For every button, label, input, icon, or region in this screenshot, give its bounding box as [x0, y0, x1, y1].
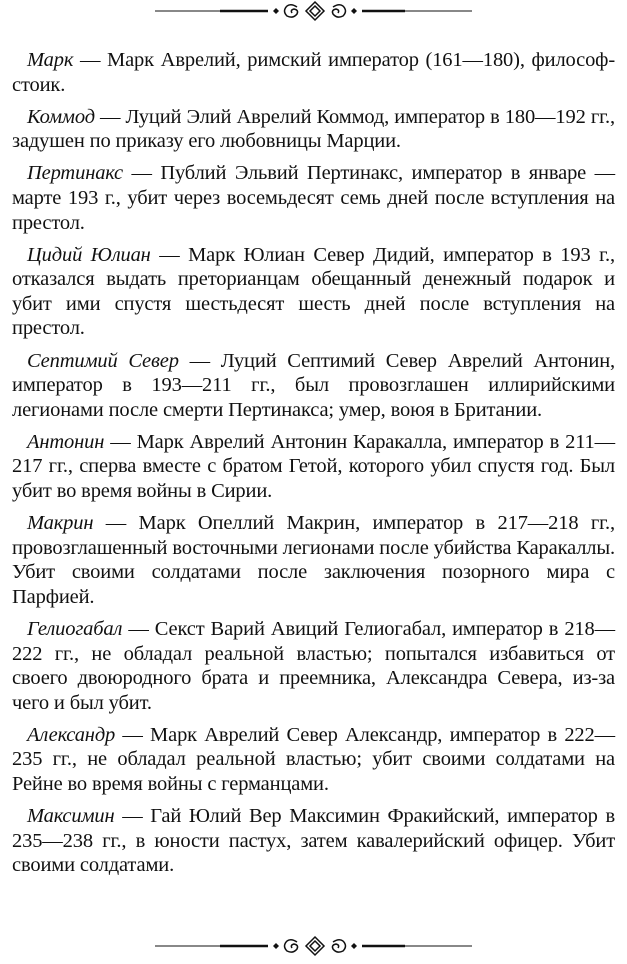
emperor-description: — Марк Аврелий Антонин Каракалла, император в 211—217 гг., сперва вместе с братом Гетой, которого убил спустя год. Был убит во время войны в Сирии. [12, 430, 615, 502]
emperor-description: — Марк Юлиан Север Дидий, император в 193 г., отказался выдать преторианцам обещанный денежный подарок и убит ими спустя шестьдесят шесть дней после вступления на престол. [12, 243, 615, 340]
emperor-description: — Марк Опеллий Макрин, император в 217—218 гг., провозглашенный восточными легионами после убийства Каракаллы. Убит своими солдатами после заключения позорного мира с Парфией. [12, 512, 615, 608]
entry-paragraph [12, 48, 615, 97]
entry-paragraph [12, 349, 615, 423]
emperor-description: — Луций Септимий Север Аврелий Антонин, император в 193—211 гг., был провозглашен иллирийскими легионами после смерти Пертинакса; умер, воюя в Британии. [12, 349, 615, 421]
emperor-description: — Секст Варий Авиций Гелиогабал, император в 218—222 гг., не обладал реальной властью; попытался избавиться от своего двоюродного брата и преемника, Александра Севера, из-за чего и был убит. [12, 617, 615, 714]
entry-paragraph [12, 511, 615, 609]
emperor-name: Макрин [27, 512, 94, 535]
emperor-description: — Публий Эльвий Пертинакс, император в январе — марте 193 г., убит через восемьдесят семь дней после вступления на престол. [12, 162, 615, 234]
entry-paragraph [12, 161, 615, 235]
emperor-description: — Марк Аврелий, римский император (161—180), философ-стоик. [12, 49, 615, 96]
top-ornament-divider [150, 0, 480, 24]
emperor-name: Цидий Юлиан [27, 243, 151, 266]
bottom-ornament-divider [150, 935, 480, 959]
biography-list [12, 48, 615, 885]
emperor-name: Александр [27, 723, 116, 746]
emperor-name: Максимин [27, 805, 115, 828]
entry-paragraph [12, 430, 615, 504]
entry-paragraph [12, 804, 615, 878]
entry-paragraph [12, 723, 615, 797]
entry-paragraph [12, 105, 615, 154]
emperor-name: Коммод [27, 105, 95, 128]
entry-paragraph [12, 617, 615, 715]
emperor-description: — Луций Элий Аврелий Коммод, император в 180—192 гг., задушен по приказу его любовницы Марции. [12, 105, 615, 153]
emperor-name: Гелиогабал [27, 617, 123, 640]
emperor-name: Антонин [27, 430, 105, 453]
entry-paragraph [12, 243, 615, 341]
emperor-name: Марк [27, 49, 74, 71]
emperor-description: — Марк Аврелий Север Александр, император в 222—235 гг., не обладал реальной властью; убит своими солдатами на Рейне во время войны с германцами. [12, 723, 615, 796]
emperor-name: Септимий Север [27, 349, 179, 372]
emperor-name: Пертинакс [27, 162, 123, 185]
emperor-description: — Гай Юлий Вер Максимин Фракийский, император в 235—238 гг., в юности пастух, затем кавалерийский офицер. Убит своими солдатами. [12, 805, 615, 877]
